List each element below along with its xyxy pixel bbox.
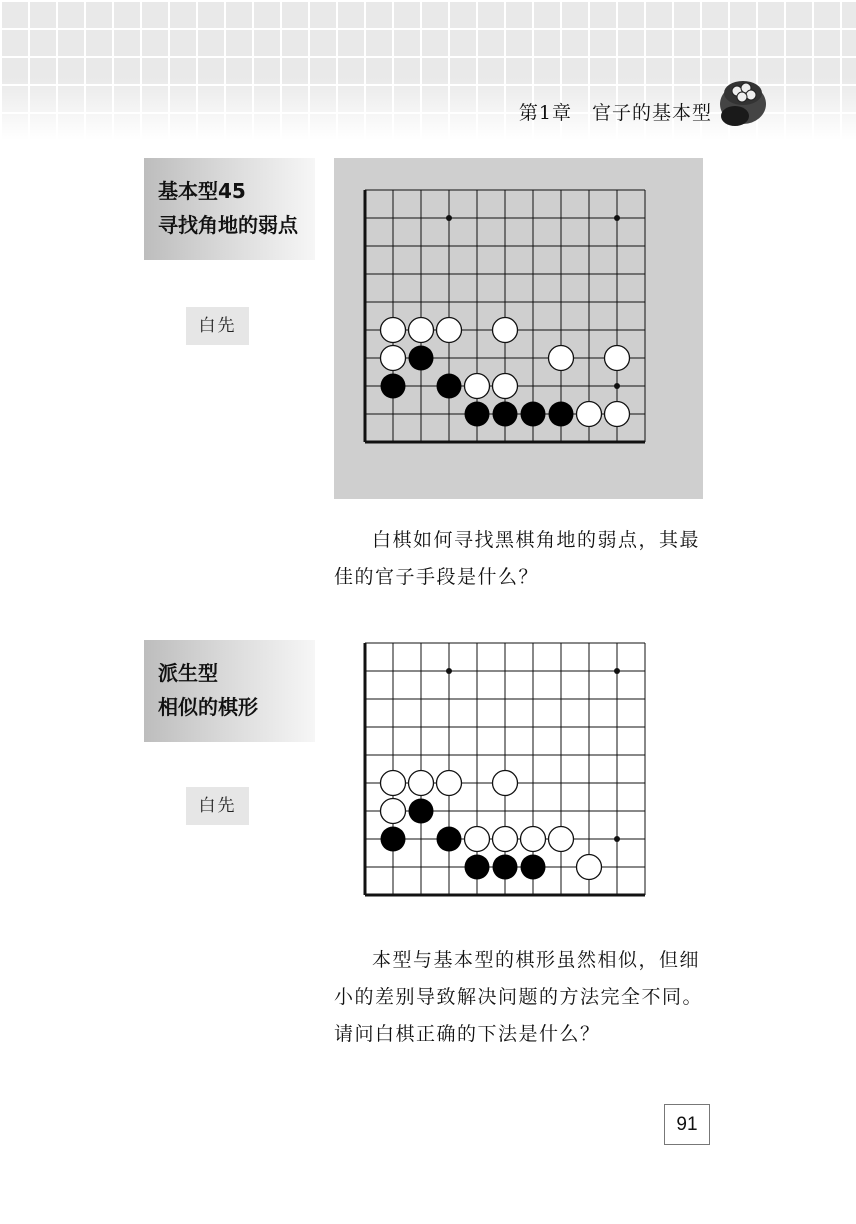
white-stone [465,374,490,399]
star-point [614,668,620,674]
white-stone [381,799,406,824]
black-stone [549,402,574,427]
white-stone [381,318,406,343]
white-stone [465,827,490,852]
problem1-question: 白棋如何寻找黑棋角地的弱点，其最佳的官子手段是什么？ [334,529,701,588]
page-number: 91 [664,1104,710,1145]
black-stone [465,402,490,427]
star-point [446,668,452,674]
black-stone [493,402,518,427]
white-stone [521,827,546,852]
problem2-to-play: 白先 [186,787,249,825]
white-stone [409,318,434,343]
black-stone [465,855,490,880]
star-point [614,383,620,389]
black-stone [381,374,406,399]
white-stone [549,346,574,371]
black-stone [409,346,434,371]
problem2-question: 本型与基本型的棋形虽然相似，但细小的差别导致解决问题的方法完全不同。请问白棋正确的下法是什么？ [334,949,704,1045]
black-stone [437,374,462,399]
problem2-heading-line2: 相似的棋形 [158,695,258,719]
black-stone [409,799,434,824]
white-stone [549,827,574,852]
problem2-heading [144,640,315,742]
black-stone [493,855,518,880]
white-stone [493,374,518,399]
white-stone [409,771,434,796]
white-stone [381,771,406,796]
problem1-heading-line2: 寻找角地的弱点 [158,213,298,237]
white-stone [605,402,630,427]
black-stone [521,855,546,880]
white-stone [381,346,406,371]
black-stone [521,402,546,427]
white-stone [577,855,602,880]
black-stone [437,827,462,852]
white-stone [437,318,462,343]
black-stone [381,827,406,852]
star-point [614,215,620,221]
problem1-heading [144,158,315,260]
problem2-heading-line1: 派生型 [158,661,218,685]
white-stone [437,771,462,796]
chapter-title: 第1章 官子的基本型 [518,102,712,124]
problem2-go-board [355,633,695,918]
problem1-go-board [355,180,695,465]
star-point [614,836,620,842]
white-stone [605,346,630,371]
white-stone [493,318,518,343]
white-stone [493,827,518,852]
white-stone [493,771,518,796]
problem1-heading-line1: 基本型45 [158,179,246,203]
star-point [446,215,452,221]
go-bowl-icon [718,74,768,130]
problem1-to-play: 白先 [186,307,249,345]
white-stone [577,402,602,427]
